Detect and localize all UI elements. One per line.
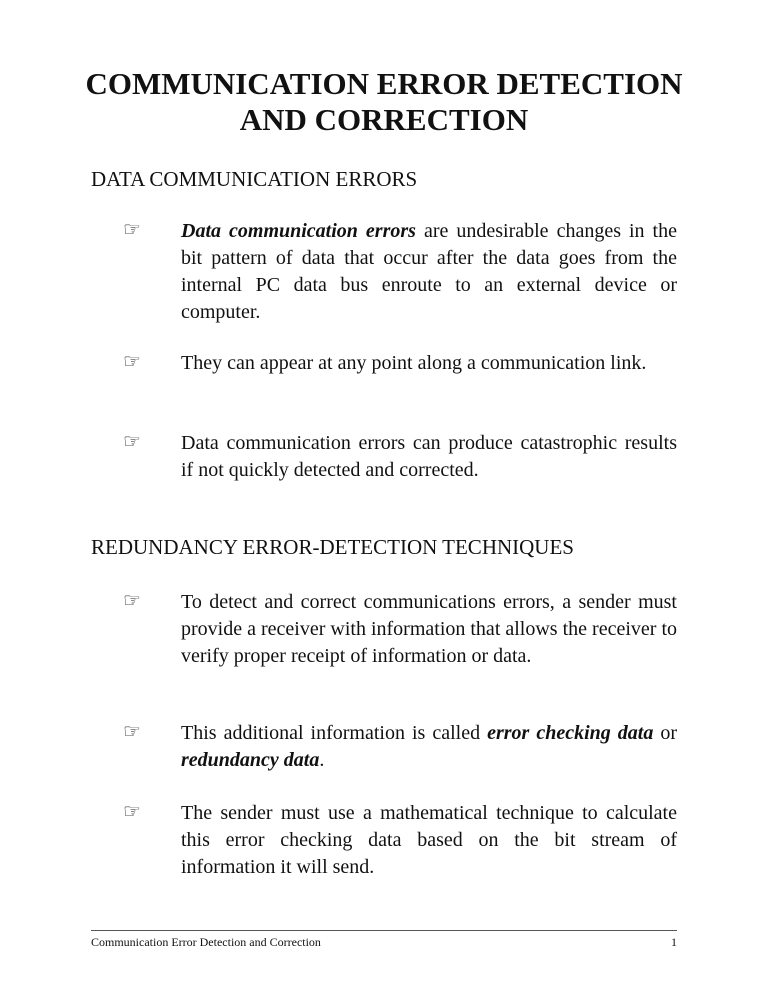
- emphasis-term: error checking data: [487, 722, 654, 744]
- bullet-text: To detect and correct communications errors, a sender must provide a receiver with information that allows the receiver to verify proper receipt of information or data.: [181, 591, 677, 667]
- bullet-item: [91, 218, 677, 326]
- pointing-hand-icon: ☞: [123, 219, 141, 241]
- bullet-item: [91, 800, 677, 881]
- bullet-item: [91, 350, 677, 377]
- bullet-text-part: or: [653, 722, 677, 744]
- section-heading-redundancy-techniques: REDUNDANCY ERROR-DETECTION TECHNIQUES: [91, 535, 574, 559]
- bullet-item: [91, 720, 677, 774]
- bullet-item: [91, 430, 677, 484]
- emphasis-term: redundancy data: [181, 749, 320, 771]
- pointing-hand-icon: ☞: [123, 351, 141, 373]
- bullet-item: [91, 589, 677, 670]
- bullet-text: The sender must use a mathematical technique to calculate this error checking data based on the bit stream of information it will send.: [181, 802, 677, 878]
- bullet-text: Data communication errors can produce catastrophic results if not quickly detected and corrected.: [181, 432, 677, 481]
- title-line-1: COMMUNICATION ERROR DETECTION: [85, 66, 683, 101]
- bullet-text-part: This additional information is called: [181, 722, 488, 744]
- bullet-text: [181, 720, 677, 774]
- footer-divider: [91, 930, 677, 931]
- pointing-hand-icon: ☞: [123, 721, 141, 743]
- document-title: [80, 66, 688, 138]
- pointing-hand-icon: ☞: [123, 590, 141, 612]
- pointing-hand-icon: ☞: [123, 431, 141, 453]
- title-line-2: AND CORRECTION: [239, 102, 529, 137]
- bullet-text-part: .: [319, 749, 325, 771]
- bullet-text: [181, 218, 677, 326]
- bullet-text-body: are undesirable changes in the bit pattern of data that occur after the data goes from the internal PC data bus enroute to an external device or computer.: [181, 220, 677, 323]
- footer-title: Communication Error Detection and Correction: [91, 935, 321, 949]
- bullet-text: They can appear at any point along a communication link.: [181, 352, 647, 374]
- pointing-hand-icon: ☞: [123, 801, 141, 823]
- page-number: 1: [671, 935, 677, 949]
- section-heading-data-communication-errors: DATA COMMUNICATION ERRORS: [91, 167, 418, 191]
- emphasis-term: Data communication errors: [181, 220, 416, 242]
